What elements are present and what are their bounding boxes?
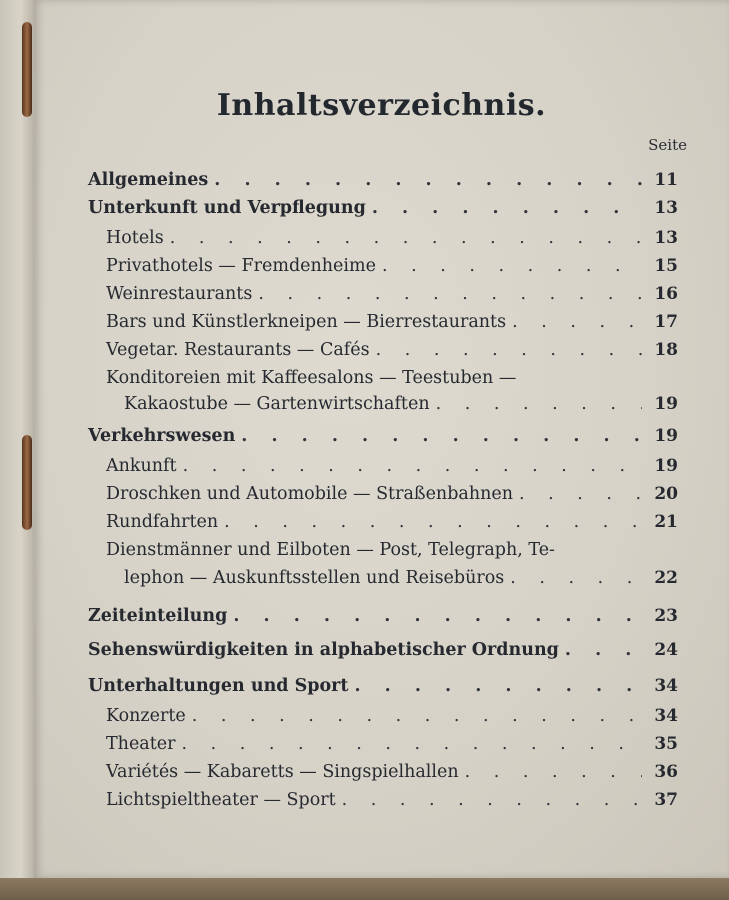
toc-entry-page: 24 [654,640,678,660]
toc-entry-label: Hotels [106,228,164,248]
toc-entry-page: 19 [654,456,678,476]
toc-entry-page: 16 [654,284,678,304]
dot-leader [182,734,643,754]
toc-entry-label: Kakaostube — Gartenwirtschaften [124,394,430,414]
dot-leader [565,640,642,660]
toc-entry-page: 23 [654,606,678,626]
toc-entry-label: Rundfahrten [106,512,219,532]
toc-entry-ankunft [106,456,678,482]
dot-leader [372,198,642,218]
toc-entry-label: Droschken und Automobile — Straßenbahnen [106,484,514,504]
dot-leader [342,790,642,810]
toc-entry-label: lephon — Auskunftsstellen und Reisebüros [124,568,505,588]
dot-leader [214,170,642,190]
toc-entry-label: Ankunft [106,456,177,476]
toc-entry-page: 35 [654,734,678,754]
toc-entry-label: Lichtspieltheater — Sport [106,790,336,810]
toc-entry-label: Unterkunft und Verpflegung [88,198,366,218]
toc-entry-page: 36 [654,762,678,782]
toc-entry-label: Vegetar. Restaurants — Cafés [106,340,370,360]
toc-entry-label: Privathotels — Fremdenheime [106,256,376,276]
toc-entry-hotels [106,228,678,254]
toc-entry-page: 18 [654,340,678,360]
toc-entry-unterhaltungen [88,676,678,702]
toc-entry-allgemeines [88,170,678,196]
toc-entry-label: Variétés — Kabaretts — Singspielhallen [106,762,459,782]
dot-leader [510,568,642,588]
dot-leader [512,312,642,332]
staple-bottom [22,435,32,530]
toc-entry-kakaostube [124,394,678,420]
toc-entry-rundfahrten [106,512,678,538]
toc-entry-page: 13 [654,228,678,248]
toc-entry-page: 22 [654,568,678,588]
dot-leader [382,256,642,276]
toc-entry-page: 21 [654,512,678,532]
toc-entry-lephon [124,568,678,594]
toc-entry-label: Weinrestaurants [106,284,253,304]
toc-entry-bars [106,312,678,338]
toc-entry-sehenswuerdigkeiten [88,640,678,666]
toc-entry-label: Unterhaltungen und Sport [88,676,349,696]
page-column-label: Seite [648,136,687,154]
toc-entry-privathotels [106,256,678,282]
toc-entry-dienstmaenner-line: Dienstmänner und Eilboten — Post, Telegraph, Te- [106,540,555,560]
toc-entry-konditoreien-line: Konditoreien mit Kaffeesalons — Teestuben — [106,368,517,388]
toc-entry-unterkunft [88,198,678,224]
dot-leader [519,484,642,504]
toc-entry-page: 37 [654,790,678,810]
dot-leader [170,228,642,248]
toc-entry-page: 15 [654,256,678,276]
toc-entry-page: 19 [654,394,678,414]
toc-entry-label: Bars und Künstlerkneipen — Bierrestaurants [106,312,507,332]
page-title: Inhaltsverzeichnis. [216,88,547,123]
toc-entry-weinrestaurants [106,284,678,310]
dot-leader [465,762,642,782]
dot-leader [183,456,642,476]
toc-entry-page: 11 [654,170,678,190]
toc-entry-page: 17 [654,312,678,332]
table-surface [0,878,729,900]
toc-entry-konzerte [106,706,678,732]
dot-leader [258,284,642,304]
dot-leader [436,394,642,414]
toc-entry-page: 20 [654,484,678,504]
toc-entry-droschken [106,484,678,510]
toc-entry-page: 34 [654,676,678,696]
dot-leader [233,606,642,626]
toc-entry-page: 19 [654,426,678,446]
toc-entry-label: Sehenswürdigkeiten in alphabetischer Ordnung [88,640,559,660]
toc-entry-verkehrswesen [88,426,678,452]
toc-entry-varietes [106,762,678,788]
dot-leader [192,706,642,726]
dot-leader [224,512,642,532]
toc-entry-label: Konzerte [106,706,186,726]
toc-entry-label: Zeiteinteilung [88,606,228,626]
staple-top [22,22,32,117]
toc-entry-page: 34 [654,706,678,726]
toc-entry-lichtspieltheater [106,790,678,816]
toc-entry-zeiteinteilung [88,606,678,632]
toc-entry-label: Allgemeines [88,170,209,190]
toc-entry-label: Verkehrswesen [88,426,236,446]
dot-leader [241,426,642,446]
dot-leader [376,340,642,360]
dot-leader [354,676,642,696]
toc-entry-label: Theater [106,734,176,754]
toc-entry-page: 13 [654,198,678,218]
toc-entry-vegetar [106,340,678,366]
toc-entry-theater [106,734,678,760]
